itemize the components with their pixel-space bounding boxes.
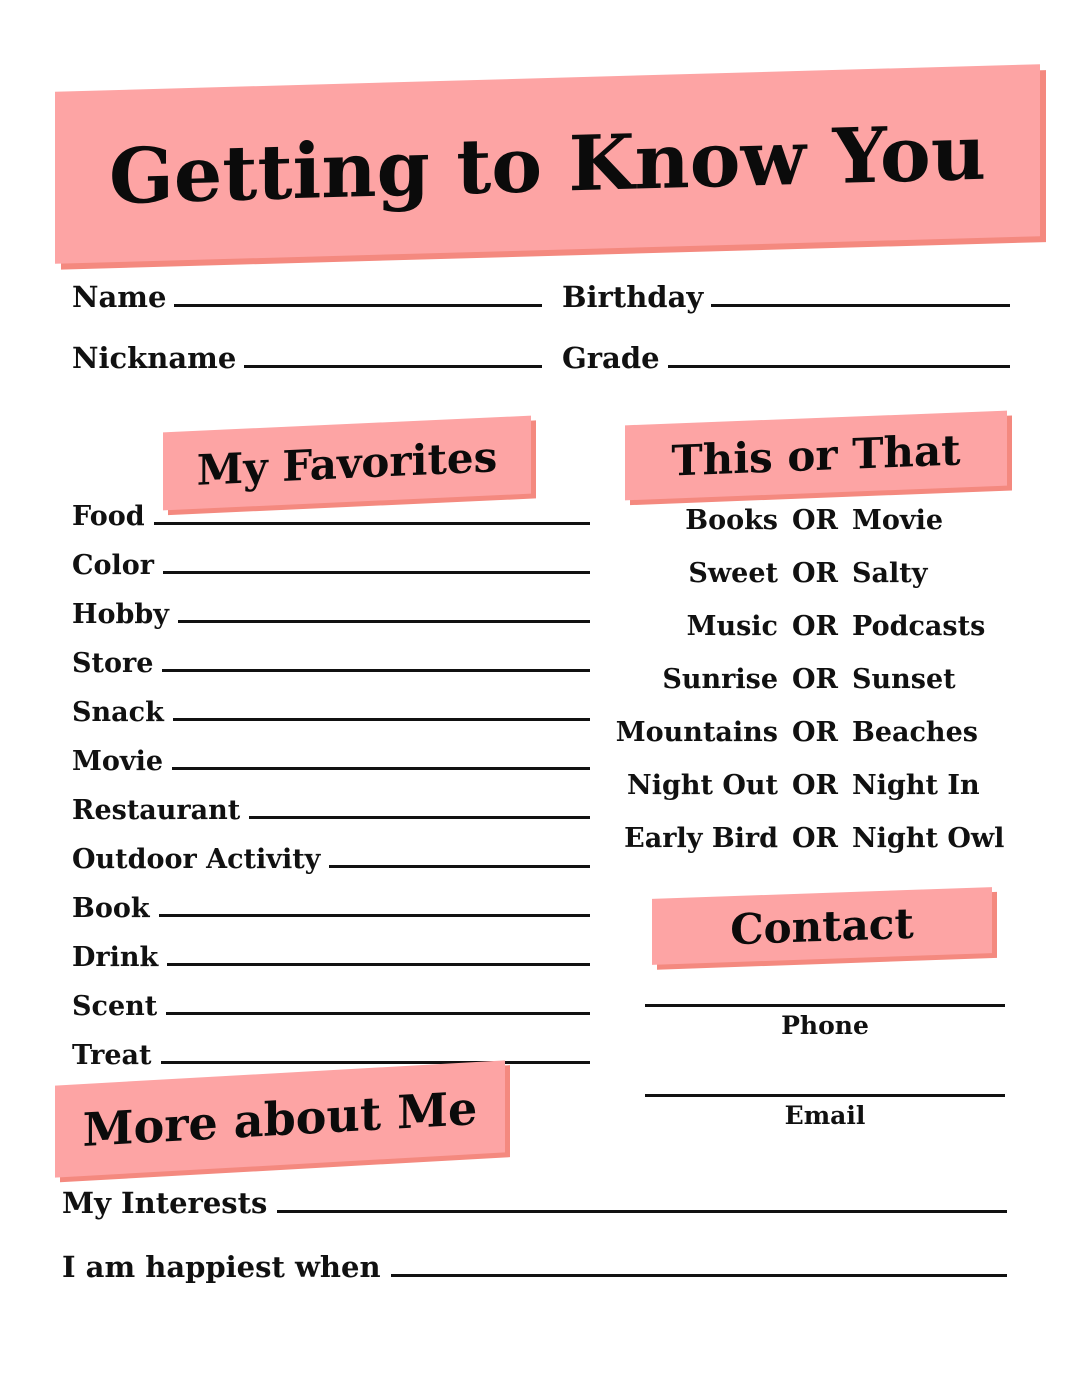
input-book[interactable] [159, 892, 590, 917]
more-about-me-heading-banner [55, 1073, 505, 1165]
this-or-that-list [600, 505, 1030, 876]
input-email[interactable] [645, 1090, 1005, 1097]
label-drink: Drink [72, 942, 159, 973]
favorites-row-color [72, 549, 590, 598]
label-store: Store [72, 648, 154, 679]
contact-heading: Contact [730, 898, 914, 954]
choice-music[interactable]: Music [686, 611, 778, 642]
favorites-heading-banner [163, 424, 531, 502]
choice-sweet[interactable]: Sweet [688, 558, 778, 589]
page-title: Getting to Know You [109, 107, 986, 221]
input-hobby[interactable] [178, 598, 590, 623]
favorites-row-scent [72, 990, 590, 1039]
favorites-list [72, 500, 590, 1088]
favorites-row-hobby [72, 598, 590, 647]
caption-phone: Phone [781, 1011, 869, 1040]
label-treat: Treat [72, 1040, 152, 1071]
field-row-nickname [72, 339, 542, 375]
this-or-that-row-night-out-night-in [600, 770, 1030, 823]
choice-beaches[interactable]: Beaches [852, 717, 978, 748]
input-color[interactable] [163, 549, 590, 574]
this-or-that-row-early-bird-night-owl [600, 823, 1030, 876]
favorites-row-food [72, 500, 590, 549]
label-movie: Movie [72, 746, 164, 777]
favorites-heading: My Favorites [196, 431, 498, 495]
favorites-row-movie [72, 745, 590, 794]
input-my-interests[interactable] [277, 1186, 1007, 1213]
choice-sunrise[interactable]: Sunrise [662, 664, 778, 695]
choice-podcasts[interactable]: Podcasts [852, 611, 986, 642]
contact-field-phone [645, 1000, 1005, 1040]
label-snack: Snack [72, 697, 164, 728]
favorites-row-restaurant [72, 794, 590, 843]
favorites-row-drink [72, 941, 590, 990]
label-restaurant: Restaurant [72, 795, 241, 826]
connector-or: OR [792, 717, 838, 748]
input-store[interactable] [162, 647, 590, 672]
choice-mountains[interactable]: Mountains [615, 717, 778, 748]
this-or-that-heading: This or That [671, 425, 961, 486]
connector-or: OR [792, 611, 838, 642]
connector-or: OR [792, 664, 838, 695]
label-nickname: Nickname [72, 341, 237, 375]
caption-email: Email [784, 1101, 866, 1130]
input-drink[interactable] [167, 941, 590, 966]
this-or-that-row-sunrise-sunset [600, 664, 1030, 717]
more-about-me-heading: More about Me [82, 1080, 478, 1158]
choice-salty[interactable]: Salty [852, 558, 928, 589]
more-row-my-interests [62, 1186, 1007, 1220]
label-my-interests: My Interests [62, 1186, 268, 1220]
choice-night-in[interactable]: Night In [852, 770, 980, 801]
label-color: Color [72, 550, 154, 581]
label-outdoor-activity: Outdoor Activity [72, 844, 321, 875]
contact-heading-banner [652, 893, 992, 959]
label-scent: Scent [72, 991, 158, 1022]
choice-movie[interactable]: Movie [852, 505, 944, 536]
connector-or: OR [792, 505, 838, 536]
input-food[interactable] [154, 500, 590, 525]
label-book: Book [72, 893, 150, 924]
field-row-grade [562, 339, 1010, 375]
field-row-name [72, 278, 542, 314]
input-outdoor-activity[interactable] [329, 843, 590, 868]
label-name: Name [72, 280, 167, 314]
choice-night-owl[interactable]: Night Owl [852, 823, 1005, 854]
label-food: Food [72, 501, 145, 532]
input-birthday[interactable] [711, 278, 1010, 307]
choice-sunset[interactable]: Sunset [852, 664, 956, 695]
input-restaurant[interactable] [249, 794, 590, 819]
label-grade: Grade [562, 341, 660, 375]
contact-field-email [645, 1090, 1005, 1130]
this-or-that-row-books-movie [600, 505, 1030, 558]
more-row-happiest-when [62, 1250, 1007, 1284]
this-or-that-heading-banner [625, 418, 1007, 493]
choice-early-bird[interactable]: Early Bird [624, 823, 778, 854]
favorites-row-book [72, 892, 590, 941]
favorites-row-snack [72, 696, 590, 745]
input-scent[interactable] [166, 990, 590, 1015]
input-treat[interactable] [161, 1039, 591, 1064]
choice-night-out[interactable]: Night Out [627, 770, 778, 801]
input-snack[interactable] [173, 696, 590, 721]
choice-books[interactable]: Books [685, 505, 778, 536]
connector-or: OR [792, 823, 838, 854]
favorites-row-store [72, 647, 590, 696]
page-title-banner [55, 78, 1040, 250]
connector-or: OR [792, 558, 838, 589]
input-grade[interactable] [668, 339, 1010, 368]
input-name[interactable] [174, 278, 542, 307]
this-or-that-row-mountains-beaches [600, 717, 1030, 770]
input-movie[interactable] [172, 745, 590, 770]
label-hobby: Hobby [72, 599, 169, 630]
field-row-birthday [562, 278, 1010, 314]
favorites-row-outdoor-activity [72, 843, 590, 892]
label-happiest-when: I am happiest when [62, 1250, 381, 1284]
this-or-that-row-music-podcasts [600, 611, 1030, 664]
label-birthday: Birthday [562, 280, 704, 314]
input-happiest-when[interactable] [391, 1250, 1007, 1277]
input-nickname[interactable] [244, 339, 542, 368]
this-or-that-row-sweet-salty [600, 558, 1030, 611]
input-phone[interactable] [645, 1000, 1005, 1007]
connector-or: OR [792, 770, 838, 801]
